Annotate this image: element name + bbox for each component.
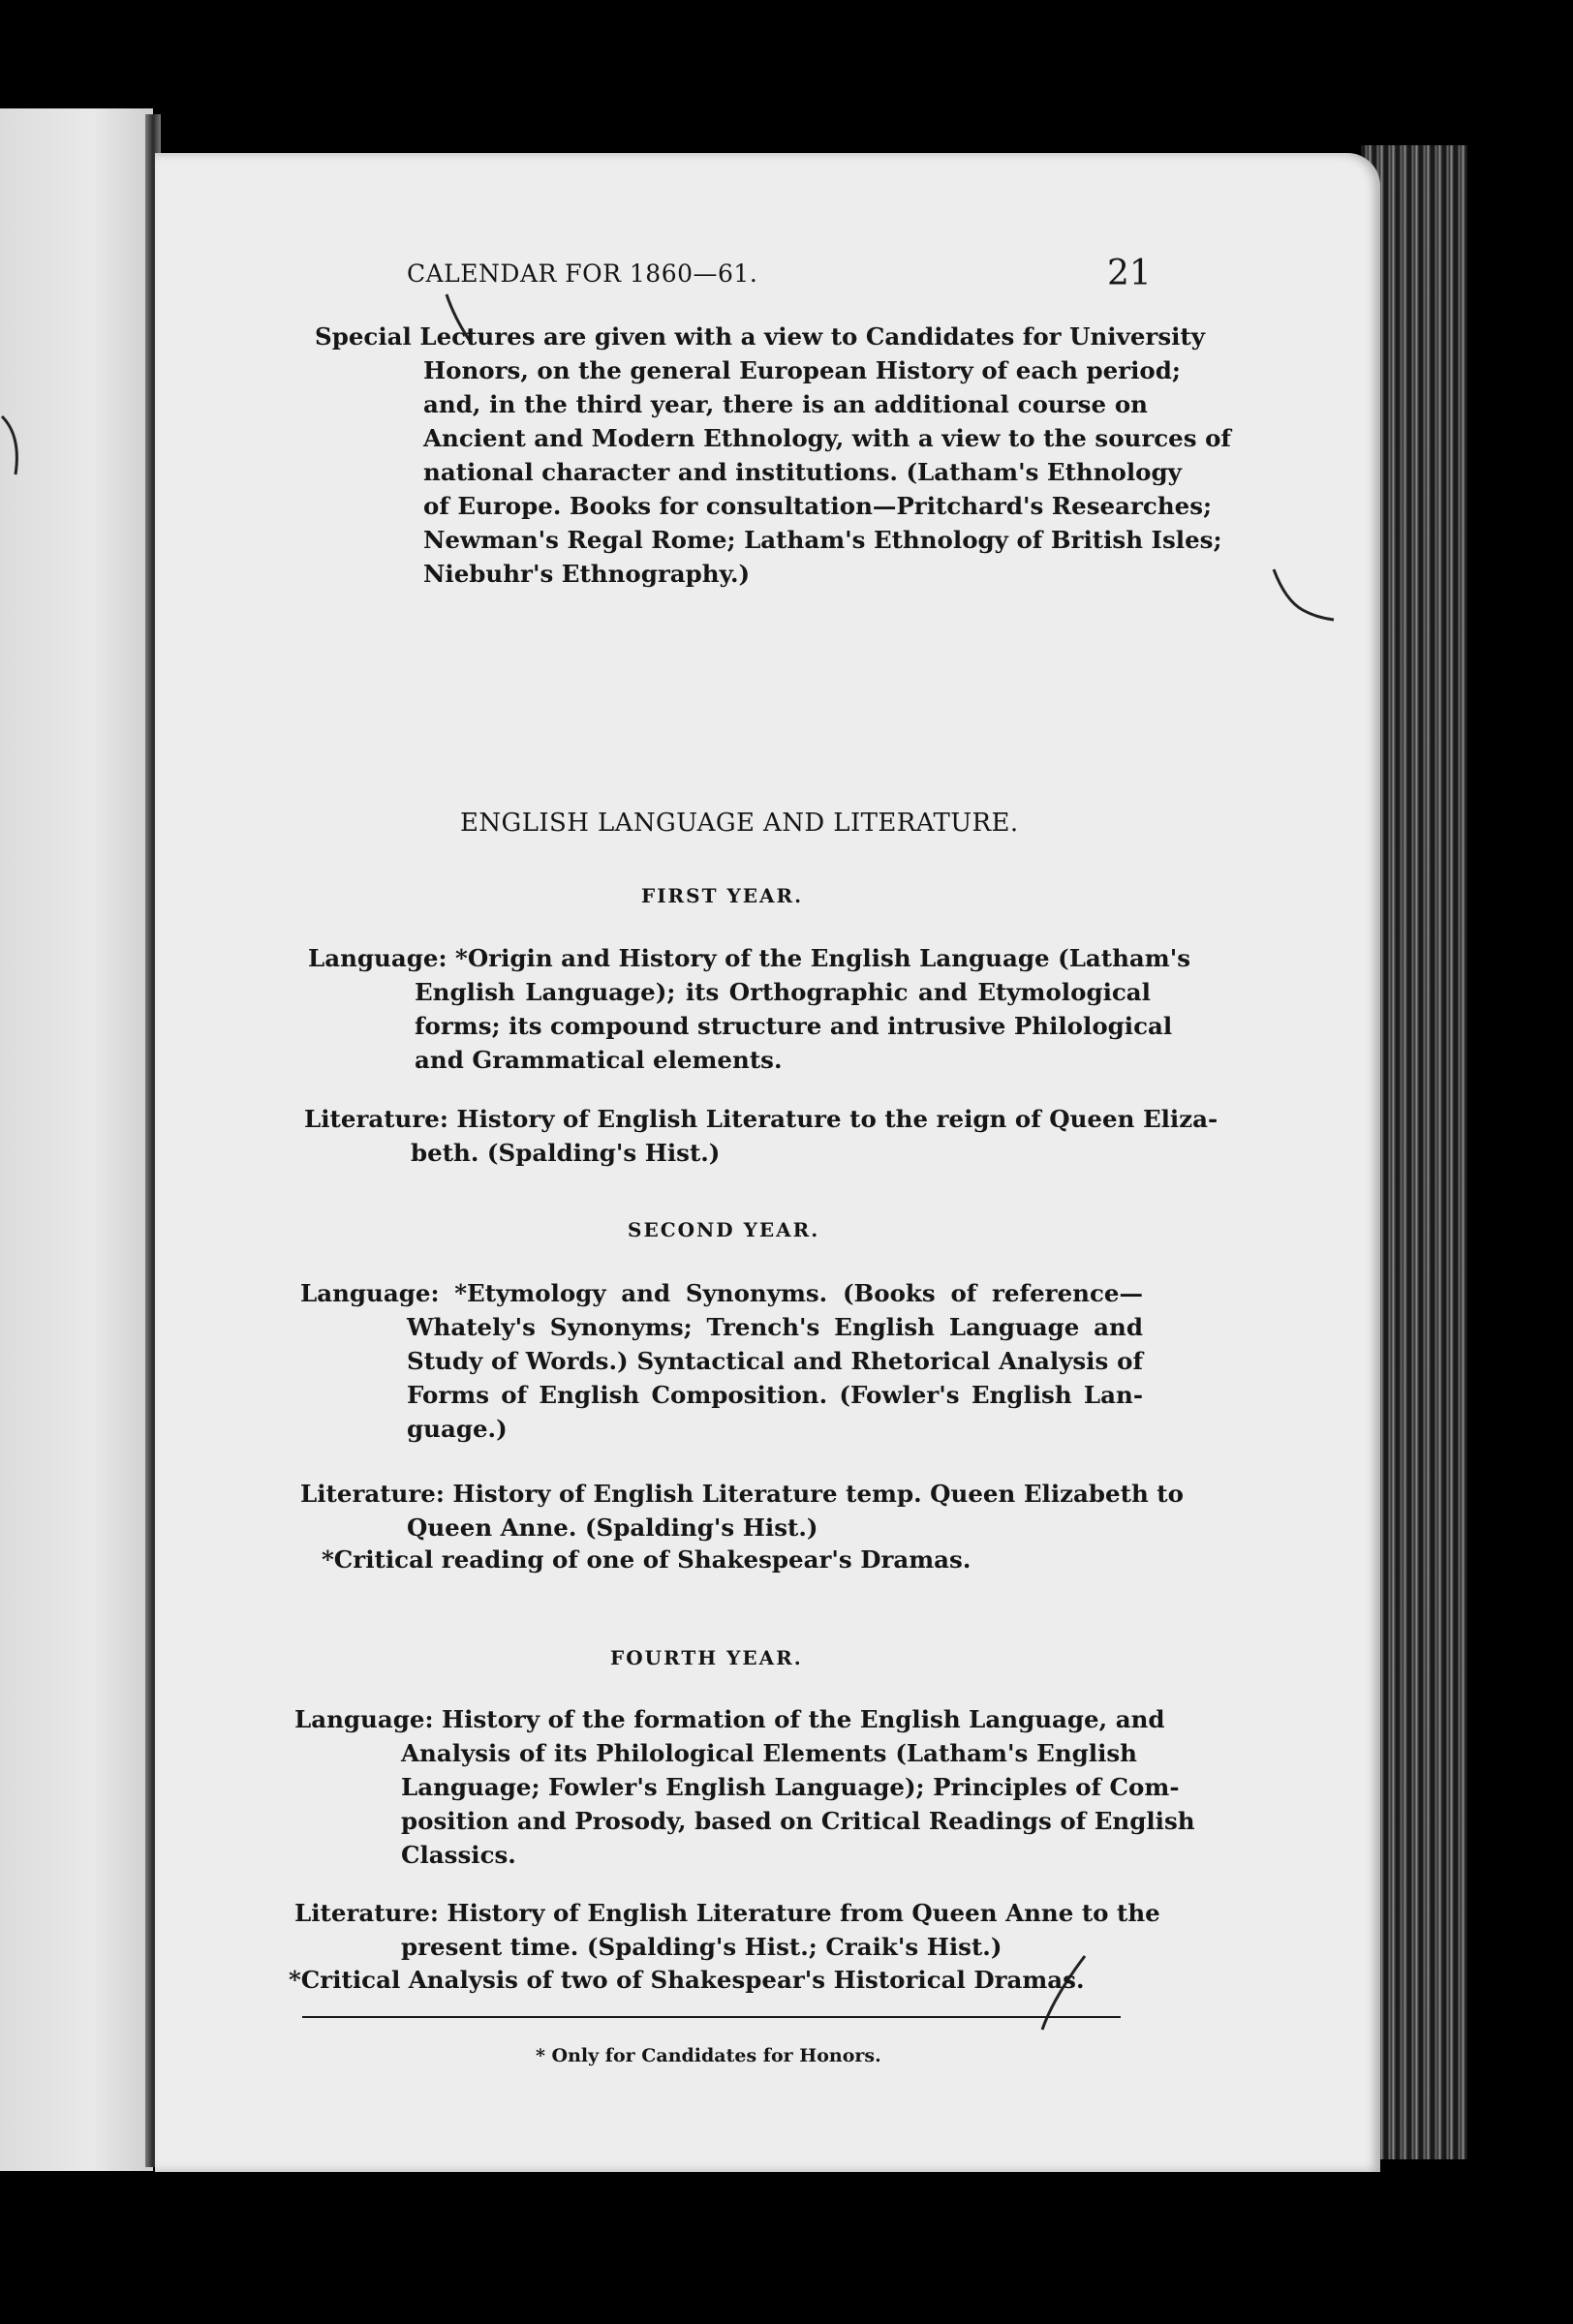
second-year-literature-entry	[300, 1477, 1184, 1544]
entry-line: English Language); its Orthographic and Etymological	[415, 978, 1151, 1006]
paragraph-line: Special Lectures are given with a view to Candidates for University	[315, 322, 1205, 351]
entry-line: Literature: History of English Literature to the reign of Queen Eliza-	[304, 1105, 1218, 1133]
fourth-year-language-entry	[294, 1702, 1195, 1872]
first-year-language-entry	[308, 941, 1191, 1077]
running-head: CALENDAR FOR 1860—61.	[407, 260, 758, 288]
first-year-heading: FIRST YEAR.	[641, 884, 804, 907]
entry-line: present time. (Spalding's Hist.; Craik's Hist.)	[401, 1933, 1002, 1961]
footnote: * Only for Candidates for Honors.	[536, 2045, 881, 2066]
paragraph-line: national character and institutions. (Latham's Ethnology	[423, 458, 1182, 486]
second-year-critical-reading: *Critical reading of one of Shakespear's Dramas.	[322, 1545, 972, 1574]
entry-line: guage.)	[407, 1415, 508, 1443]
entry-line: position and Prosody, based on Critical Readings of English	[401, 1807, 1195, 1835]
second-year-heading: SECOND YEAR.	[628, 1218, 820, 1241]
paragraph-line: of Europe. Books for consultation—Pritchard's Researches;	[423, 492, 1213, 520]
first-year-literature-entry	[304, 1102, 1218, 1170]
entry-line: Whately's Synonyms; Trench's English Language and	[407, 1313, 1143, 1341]
pencil-mark-icon	[0, 407, 29, 484]
fourth-year-literature-entry	[294, 1896, 1160, 1964]
entry-line: Literature: History of English Literature temp. Queen Elizabeth to	[300, 1480, 1184, 1508]
paragraph-line: Newman's Regal Rome; Latham's Ethnology of British Isles;	[423, 526, 1222, 554]
entry-line: Queen Anne. (Spalding's Hist.)	[407, 1514, 818, 1542]
page-number: 21	[1107, 254, 1152, 293]
entry-line: Language: *Origin and History of the English Language (Latham's	[308, 944, 1191, 972]
section-heading: ENGLISH LANGUAGE AND LITERATURE.	[460, 809, 1019, 838]
second-year-language-entry	[300, 1276, 1143, 1446]
fourth-year-heading: FOURTH YEAR.	[610, 1646, 803, 1669]
pencil-mark-icon	[1264, 562, 1342, 629]
entry-line: and Grammatical elements.	[415, 1046, 783, 1074]
paragraph-line: Honors, on the general European History of each period;	[423, 356, 1181, 384]
special-lectures-paragraph	[315, 320, 1231, 591]
paragraph-line: and, in the third year, there is an additional course on	[423, 390, 1148, 418]
entry-line: beth. (Spalding's Hist.)	[411, 1139, 721, 1167]
entry-line: Classics.	[401, 1841, 516, 1869]
entry-line: Language; Fowler's English Language); Principles of Com-	[401, 1773, 1180, 1801]
entry-line: Language: *Etymology and Synonyms. (Books of reference—	[300, 1279, 1143, 1307]
entry-line: Analysis of its Philological Elements (Latham's English	[401, 1739, 1137, 1767]
fourth-year-critical-analysis: *Critical Analysis of two of Shakespear's Historical Dramas.	[289, 1966, 1085, 1994]
entry-line: Study of Words.) Syntactical and Rhetorical Analysis of	[407, 1347, 1143, 1375]
entry-line: forms; its compound structure and intrusive Philological	[415, 1012, 1173, 1040]
paragraph-line: Ancient and Modern Ethnology, with a view to the sources of	[423, 424, 1231, 452]
entry-line: Forms of English Composition. (Fowler's English Lan-	[407, 1381, 1143, 1409]
paragraph-line: Niebuhr's Ethnography.)	[423, 560, 751, 588]
entry-line: Literature: History of English Literature from Queen Anne to the	[294, 1899, 1160, 1927]
entry-line: Language: History of the formation of the English Language, and	[294, 1705, 1165, 1733]
footnote-rule	[302, 2016, 1121, 2018]
